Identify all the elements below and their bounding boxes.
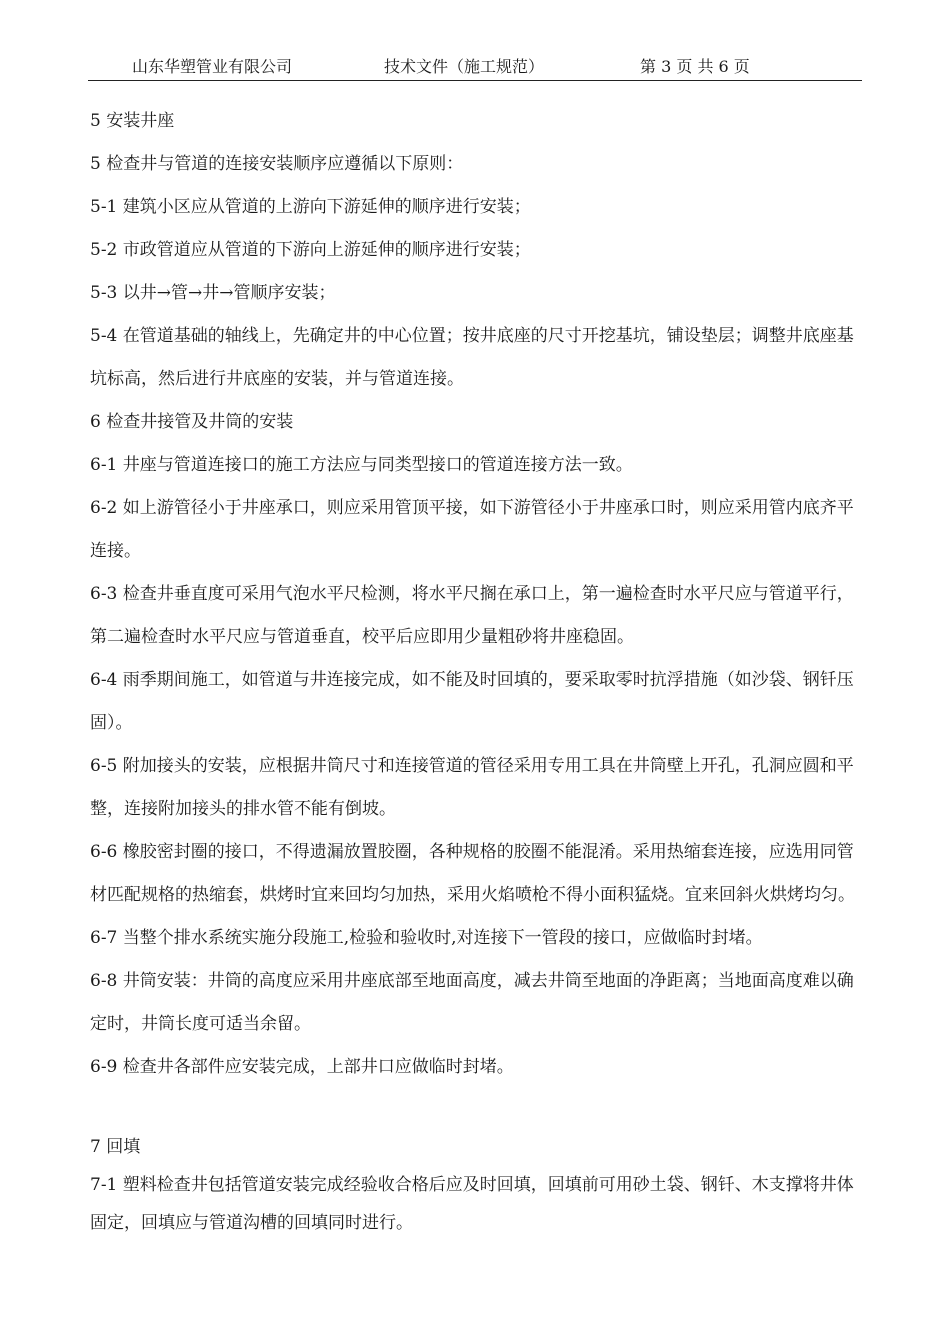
- paragraph-6-3: 6-3 检查井垂直度可采用气泡水平尺检测，将水平尺搁在承口上，第一遍检查时水平尺应与管道平行，第二遍检查时水平尺应与管道垂直，校平后应即用少量粗砂将井座稳固。: [90, 584, 854, 647]
- paragraph-6-7: 6-7 当整个排水系统实施分段施工,检验和验收时,对连接下一管段的接口，应做临时封堵。: [90, 928, 763, 948]
- section-heading-5: 5 安装井座: [90, 111, 175, 131]
- paragraph-5-3: 5-3 以井→管→井→管顺序安装；: [90, 283, 336, 303]
- section-heading-7: 7 回填: [90, 1137, 141, 1157]
- paragraph-6-4: 6-4 雨季期间施工，如管道与井连接完成，如不能及时回填的，要采取零时抗浮措施（如沙袋、钢钎压固）。: [90, 670, 854, 733]
- paragraph-6-8: 6-8 井筒安装：井筒的高度应采用井座底部至地面高度，减去井筒至地面的净距离；当地面高度难以确定时，井筒长度可适当余留。: [90, 971, 854, 1034]
- paragraph-6-6: 6-6 橡胶密封圈的接口，不得遗漏放置胶圈，各种规格的胶圈不能混淆。采用热缩套连接，应选用同管材匹配规格的热缩套，烘烤时宜来回均匀加热，采用火焰喷枪不得小面积猛烧。宜来回斜火烘烤均匀。: [90, 842, 855, 905]
- header-company-name: 山东华塑管业有限公司: [132, 57, 293, 76]
- header-document-type: 技术文件（施工规范）: [384, 57, 545, 76]
- paragraph-6-5: 6-5 附加接头的安装，应根据井筒尺寸和连接管道的管径采用专用工具在井筒壁上开孔，孔洞应圆和平整，连接附加接头的排水管不能有倒坡。: [90, 756, 854, 819]
- paragraph-6-1: 6-1 井座与管道连接口的施工方法应与同类型接口的管道连接方法一致。: [90, 455, 633, 475]
- paragraph-6-2: 6-2 如上游管径小于井座承口，则应采用管顶平接，如下游管径小于井座承口时，则应采用管内底齐平连接。: [90, 498, 854, 561]
- paragraph-5-2: 5-2 市政管道应从管道的下游向上游延伸的顺序进行安装；: [90, 240, 531, 260]
- paragraph-5-1: 5-1 建筑小区应从管道的上游向下游延伸的顺序进行安装；: [90, 197, 531, 217]
- header-divider: [88, 80, 862, 81]
- paragraph-7-1: 7-1 塑料检查井包括管道安装完成经验收合格后应及时回填，回填前可用砂土袋、钢钎、木支撑将井体固定，回填应与管道沟槽的回填同时进行。: [90, 1175, 854, 1233]
- page-header: [88, 56, 862, 78]
- paragraph-5-4: 5-4 在管道基础的轴线上，先确定井的中心位置；按井底座的尺寸开挖基坑，铺设垫层；调整井底座基坑标高，然后进行井底座的安装，并与管道连接。: [90, 326, 854, 389]
- document-body: [90, 100, 860, 1089]
- paragraph-6-9: 6-9 检查井各部件应安装完成，上部井口应做临时封堵。: [90, 1057, 514, 1077]
- section-heading-6: 6 检查井接管及井筒的安装: [90, 412, 294, 432]
- header-page-number: 第 3 页 共 6 页: [640, 57, 750, 76]
- section-7-block: [90, 1128, 860, 1242]
- paragraph-5-intro: 5 检查井与管道的连接安装顺序应遵循以下原则：: [90, 154, 464, 174]
